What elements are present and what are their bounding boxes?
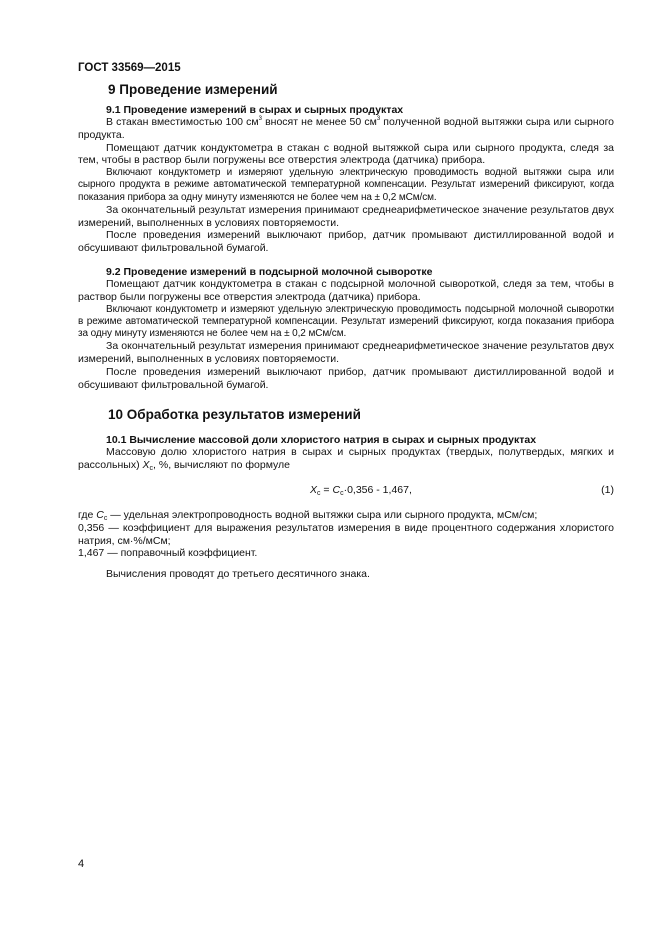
paragraph: Включают кондуктометр и измеряют удельную электрическую проводимость подсырной молочной сыворотки в режиме автоматической температурной компенсации. Результат измерений фиксируют, когда показания прибора за одну минуту изменяются не более чем на ± 0,2 мСм/см. <box>78 303 614 339</box>
paragraph: В стакан вместимостью 100 $см^3$ вносят не менее 50 $см^3$ полученной водной вытяжки сыра или сырного продукта. <box>78 116 615 141</box>
paragraph: За окончательный результат измерения принимают среднеарифметическое значение результатов двух измерений, выполненных в условиях повторяемости. <box>78 340 614 365</box>
paragraph: Помещают датчик кондуктометра в стакан с подсырной молочной сывороткой, следя за тем, чтобы в раствор были погружены все отверстия электрода (датчика) прибора. <box>78 278 614 303</box>
page-number: 4 <box>78 858 85 870</box>
subsection-9-2 <box>78 266 614 391</box>
legend-item: 1,467 — поправочный коэффициент. <box>78 547 258 560</box>
formula-legend <box>78 509 614 560</box>
formula-expression: $X_c = C_c\cdot 0,356 - 1,467$, <box>310 484 412 497</box>
formula-1 <box>78 484 614 500</box>
subsection-10-1 <box>78 434 614 472</box>
subsection-9-2-title: 9.2 Проведение измерений в подсырной молочной сыворотке <box>106 266 433 278</box>
calculation-note-block <box>78 568 614 581</box>
subsection-9-1-title: 9.1 Проведение измерений в сырах и сырных продуктах <box>106 104 404 116</box>
document-code: ГОСТ 33569—2015 <box>78 62 181 74</box>
section-9-title: 9 Проведение измерений <box>108 82 278 97</box>
calculation-note: Вычисления проводят до третьего десятичного знака. <box>106 568 370 580</box>
subsection-10-1-title: 10.1 Вычисление массовой доли хлористого натрия в сырах и сырных продуктах <box>106 434 537 446</box>
subsection-9-1 <box>78 104 614 255</box>
paragraph: После проведения измерений выключают прибор, датчик промывают дистиллированной водой и обсушивают фильтровальной бумагой. <box>78 365 614 391</box>
formula-number: (1) <box>601 484 614 496</box>
paragraph: После проведения измерений выключают прибор, датчик промывают дистиллированной водой и обсушивают фильтровальной бумагой. <box>78 229 614 255</box>
paragraph: Массовую долю хлористого натрия в сырах и сырных продуктах (твердых, полутвердых, мягких и рассольных) $X_c$, %, вычисляют по формуле <box>78 446 614 472</box>
legend-item: 0,356 — коэффициент для выражения результатов измерения в виде процентного содержания хлористого натрия, см·%/мСм; <box>78 521 614 547</box>
section-10-title: 10 Обработка результатов измерений <box>108 407 361 422</box>
paragraph: Помещают датчик кондуктометра в стакан с водной вытяжкой сыра или сырного продукта, следя за тем, чтобы в раствор были погружены все отверстия электрода (датчика) прибора. <box>78 141 614 167</box>
legend-item: где $C_c$ — удельная электропроводность водной вытяжки сыра или сырного продукта, мСм/см; <box>78 509 538 522</box>
paragraph: За окончательный результат измерения принимают среднеарифметическое значение результатов двух измерений, выполненных в условиях повторяемости. <box>78 203 614 229</box>
paragraph: Включают кондуктометр и измеряют удельную электрическую проводимость водной вытяжки сыра или сырного продукта в режиме автоматической температурной компенсации. Результат измерений фиксируют, когда показания прибора за одну минуту изменяются не более чем на ± 0,2 мСм/см. <box>78 167 614 203</box>
